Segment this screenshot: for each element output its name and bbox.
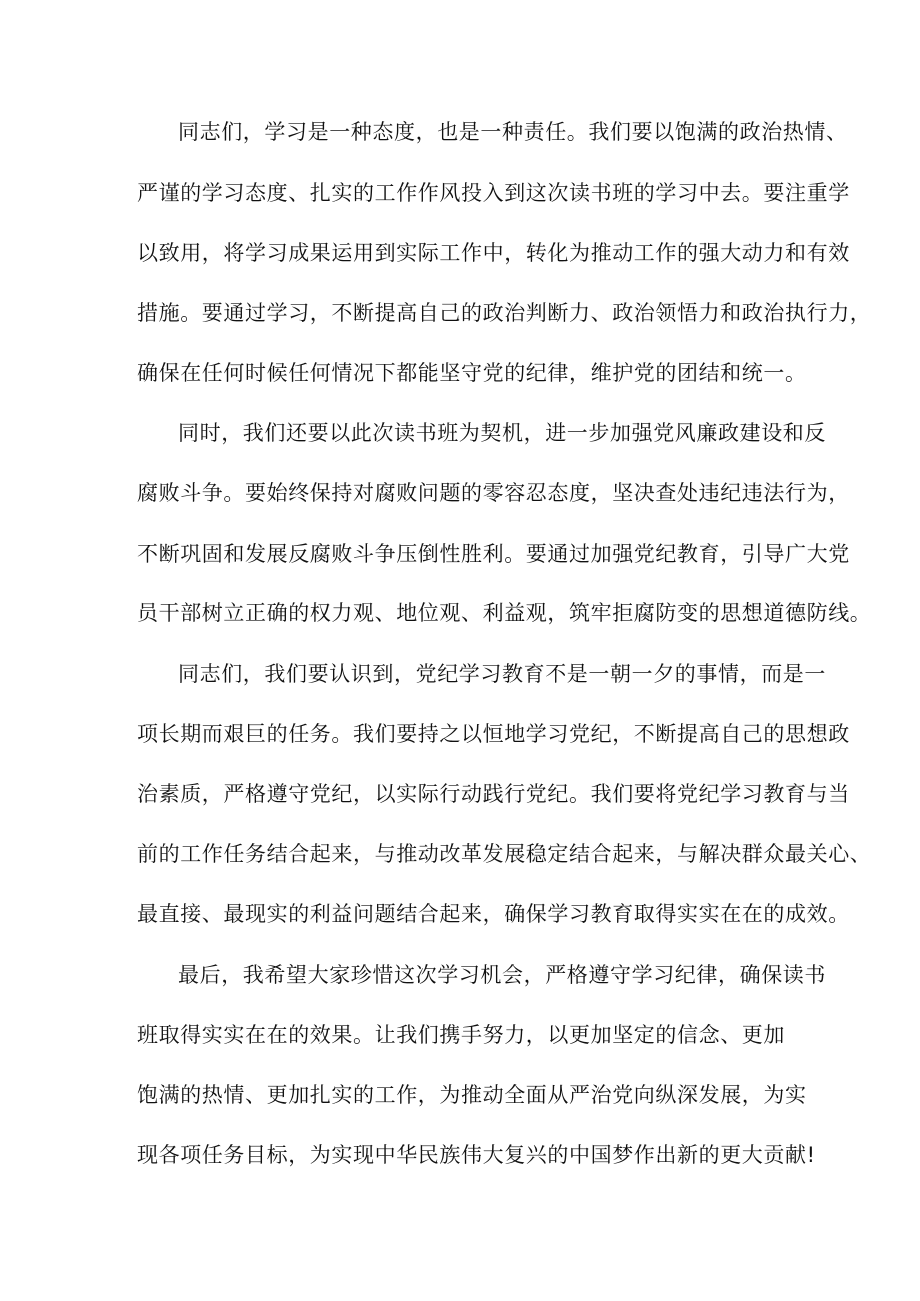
paragraph-4-line-1: 最后，我希望大家珍惜这次学习机会，严格遵守学习纪律，确保读书 bbox=[178, 963, 826, 987]
paragraph-1-line-1: 同志们，学习是一种态度，也是一种责任。我们要以饱满的政治热情、 bbox=[178, 120, 848, 144]
paragraph-3-line-1: 同志们，我们要认识到，党纪学习教育不是一朝一夕的事情，而是一 bbox=[178, 662, 826, 686]
paragraph-3-line-3: 治素质，严格遵守党纪，以实际行动践行党纪。我们要将党纪学习教育与当 bbox=[137, 782, 850, 806]
paragraph-3-line-4: 前的工作任务结合起来，与推动改革发展稳定结合起来，与解决群众最关心、 bbox=[137, 842, 872, 866]
paragraph-2-line-2: 腐败斗争。要始终保持对腐败问题的零容忍态度，坚决查处违纪违法行为， bbox=[137, 481, 850, 505]
paragraph-1-line-2: 严谨的学习态度、扎实的工作作风投入到这次读书班的学习中去。要注重学 bbox=[137, 181, 850, 205]
paragraph-2-line-4: 员干部树立正确的权力观、地位观、利益观，筑牢拒腐防变的思想道德防线。 bbox=[137, 601, 872, 625]
paragraph-4-line-3: 饱满的热情、更加扎实的工作，为推动全面从严治党向纵深发展，为实 bbox=[137, 1083, 807, 1107]
paragraph-4-line-4: 现各项任务目标，为实现中华民族伟大复兴的中国梦作出新的更大贡献! bbox=[137, 1143, 816, 1167]
paragraph-1-line-5: 确保在任何时候任何情况下都能坚守党的纪律，维护党的团结和统一。 bbox=[137, 361, 807, 385]
paragraph-3-line-2: 项长期而艰巨的任务。我们要持之以恒地学习党纪，不断提高自己的思想政 bbox=[137, 722, 850, 746]
paragraph-1-line-4: 措施。要通过学习，不断提高自己的政治判断力、政治领悟力和政治执行力， bbox=[137, 301, 872, 325]
paragraph-2-line-3: 不断巩固和发展反腐败斗争压倒性胜利。要通过加强党纪教育，引导广大党 bbox=[137, 542, 850, 566]
paragraph-4-line-2: 班取得实实在在的效果。让我们携手努力，以更加坚定的信念、更加 bbox=[137, 1023, 785, 1047]
paragraph-3-line-5: 最直接、最现实的利益问题结合起来，确保学习教育取得实实在在的成效。 bbox=[137, 902, 850, 926]
paragraph-2-line-1: 同时，我们还要以此次读书班为契机，进一步加强党风廉政建设和反 bbox=[178, 421, 826, 445]
paragraph-1-line-3: 以致用，将学习成果运用到实际工作中，转化为推动工作的强大动力和有效 bbox=[137, 241, 850, 265]
